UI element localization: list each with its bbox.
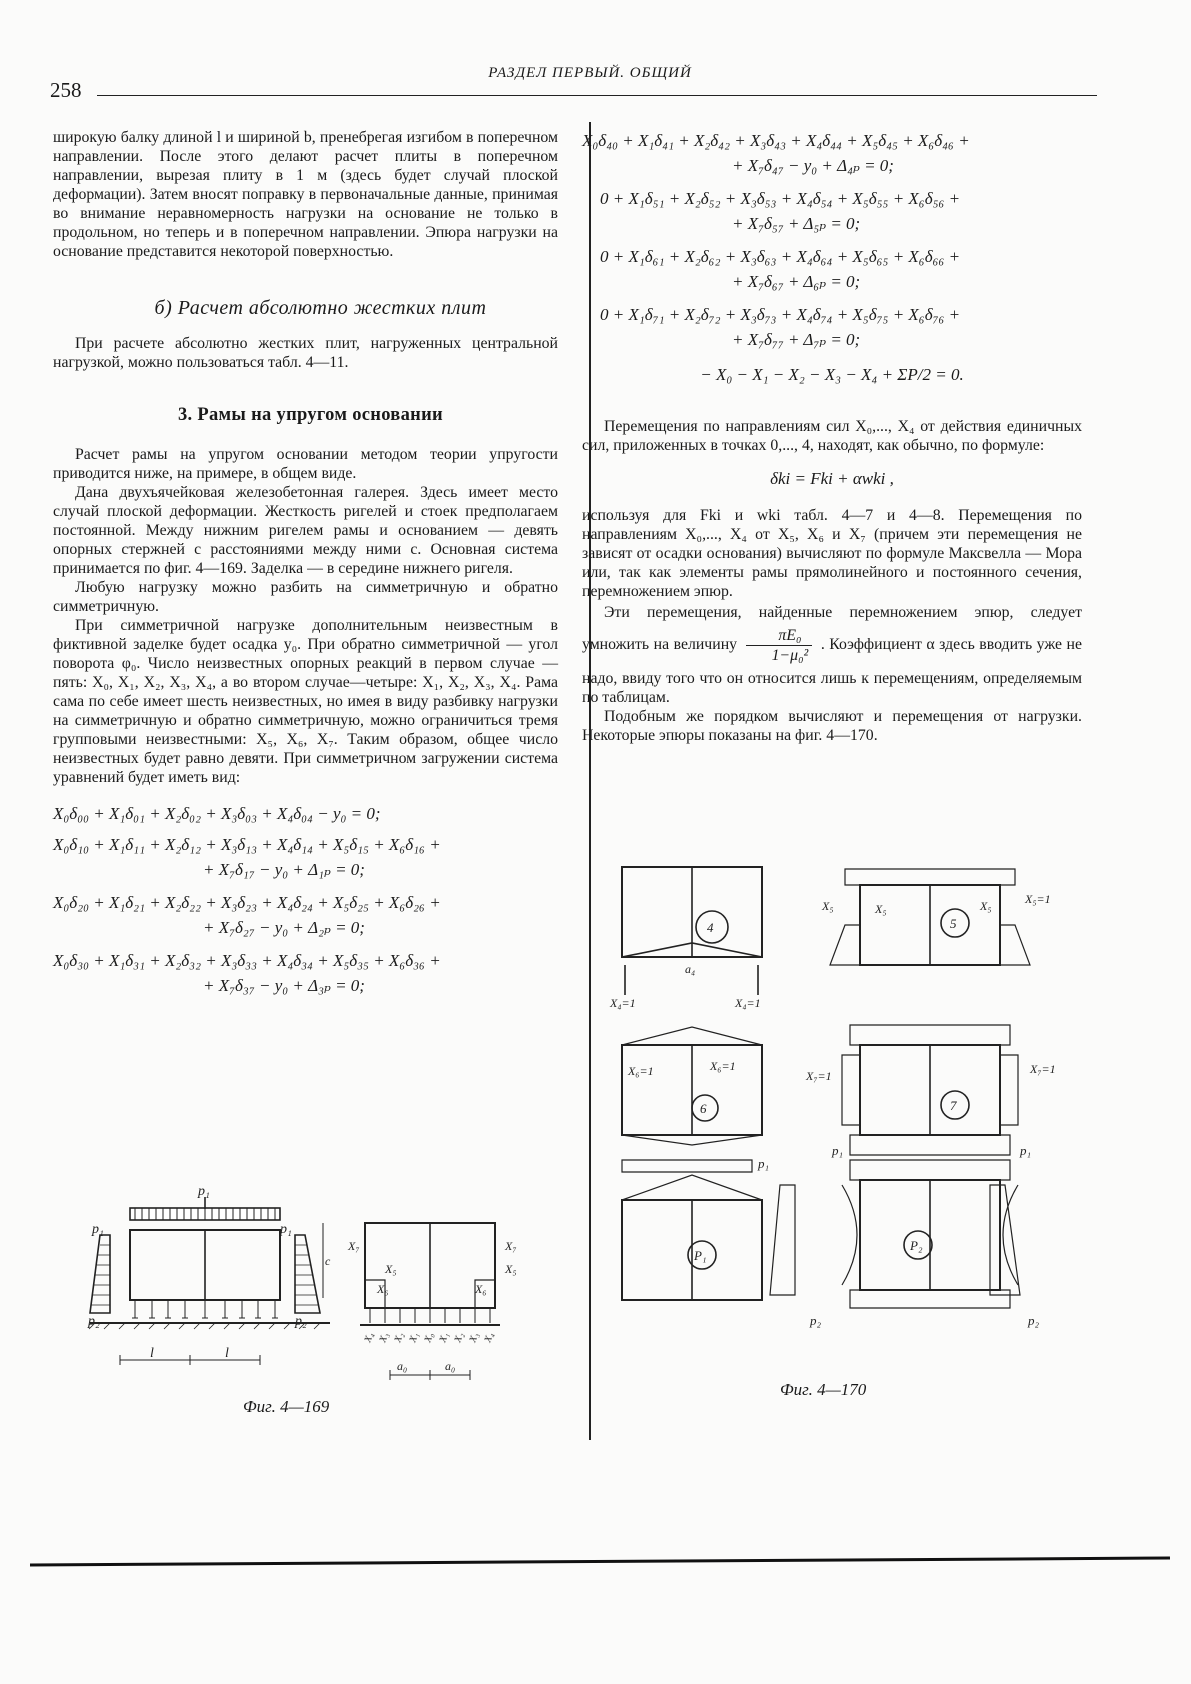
paragraph: Любую нагрузку можно разбить на симметричную и обратно симметричную.: [53, 579, 558, 615]
equation: + X₇δ₃₇ − y₀ + Δ₃ₚ = 0;: [203, 976, 365, 995]
label-x7: X₇: [505, 1239, 517, 1253]
label-x5: X₅: [822, 899, 834, 913]
support-force-label: X₁: [437, 1331, 452, 1345]
paragraph: Подобным же порядком вычисляют и перемещения от нагрузки. Некоторые эпюры показаны на фиг. 4—170.: [582, 708, 1082, 744]
label-x7: X₇: [348, 1239, 360, 1253]
diagram-5-right-moment: [1000, 925, 1030, 965]
label-x4: X₄=1: [610, 996, 636, 1010]
support-force-label: X₄: [482, 1331, 497, 1345]
circle-label: 5: [950, 916, 957, 931]
support-force-label: X₃: [377, 1331, 392, 1345]
running-title: РАЗДЕЛ ПЕРВЫЙ. ОБЩИЙ: [488, 65, 692, 81]
equation: X₀δ₁₀ + X₁δ₁₁ + X₂δ₁₂ + X₃δ₁₃ + X₄δ₁₄ + X₅δ₁₅ + X₆δ₁₆ +: [53, 835, 441, 854]
label-p2-left: p₂: [88, 1314, 100, 1329]
equation: + X₇δ₄₇ − y₀ + Δ₄ₚ = 0;: [732, 156, 894, 175]
section-heading: 3. Рамы на упругом основании: [177, 405, 444, 425]
diagram-p2-bottom-moment: [850, 1290, 1010, 1308]
label-p1-top: p₁: [198, 1184, 210, 1199]
diagram-p1-load: [622, 1160, 752, 1172]
diagram-p1-moment: [622, 1175, 762, 1200]
label-x6: X₆: [377, 1282, 389, 1296]
label-x5: X₅: [505, 1262, 517, 1276]
right-column: [582, 128, 1082, 745]
equation: + X₇δ₆₇ + Δ₆ₚ = 0;: [732, 272, 861, 291]
paragraph: [582, 603, 1082, 707]
equation: − X₀ − X₁ − X₂ − X₃ − X₄ + ΣP/2 = 0.: [700, 365, 964, 384]
diagram-6-top-moment: [622, 1027, 762, 1045]
figure-caption: Фиг. 4—170: [780, 1380, 867, 1399]
label-x6: X₆: [475, 1282, 487, 1296]
support-force-labels: [362, 1331, 496, 1345]
circle-label: 4: [707, 920, 714, 935]
side-pressure-left: [90, 1235, 110, 1313]
diagram-p2-pressure: [770, 1185, 1020, 1295]
label-p1: p₁: [1020, 1143, 1032, 1158]
label-l: l: [150, 1346, 154, 1361]
equation: + X₇δ₁₇ − y₀ + Δ₁ₚ = 0;: [203, 860, 365, 879]
support-force-label: X₁: [407, 1331, 422, 1345]
label-p1: p₁: [758, 1156, 770, 1171]
diagram-7-bottom-moment: [850, 1135, 1010, 1155]
label-x7-1: X₇=1: [806, 1069, 832, 1083]
circle-label: 6: [700, 1101, 707, 1116]
label-x5: X₅: [385, 1262, 397, 1276]
label-c: c: [325, 1254, 331, 1268]
diagram-7-top-moment: [850, 1025, 1010, 1045]
equation: + X₇δ₂₇ − y₀ + Δ₂ₚ = 0;: [203, 918, 365, 937]
label-x7-1: X₇=1: [1030, 1062, 1056, 1076]
label-a0: a₀: [397, 1359, 408, 1373]
fraction-numerator: πE₀: [746, 626, 813, 646]
label-x5: X₅: [980, 899, 992, 913]
equation: X₀δ₂₀ + X₁δ₂₁ + X₂δ₂₂ + X₃δ₂₃ + X₄δ₂₄ + X₅δ₂₅ + X₆δ₂₆ +: [53, 893, 441, 912]
label-x6-1: X₆=1: [710, 1059, 736, 1073]
paragraph: широкую балку длиной l и шириной b, пренебрегая изгибом в поперечном направлении. После этого делают расчет плиты в поперечном направлении, вырезая плиту в 1 м (здесь будет случай плоской деформации). Затем вносят поправку в первоначальные данные, принимая во внимание неравномерность нагрузки на основание не только в продольном, но теперь и в поперечном направлении. Эпюра нагрузки на основание представится некоторой поверхностью.: [53, 129, 558, 260]
support-force-label: X₄: [362, 1331, 377, 1345]
page-number: 258: [50, 78, 82, 102]
dimension-l: [120, 1355, 260, 1365]
paragraph: Перемещения по направлениям сил X₀,..., X₄ от действия единичных сил, приложенных в точках 0,..., 4, находят, как обычно, по формуле:: [582, 418, 1082, 454]
diagram-5-top-moment: [845, 869, 1015, 885]
label-p1-left: p₁: [92, 1222, 104, 1237]
equation: 0 + X₁δ₅₁ + X₂δ₅₂ + X₃δ₅₃ + X₄δ₅₄ + X₅δ₅₅ + X₆δ₅₆ +: [600, 189, 961, 208]
support-rods: [132, 1300, 278, 1318]
diagram-6-bottom-moment: [622, 1135, 762, 1145]
basic-system-supports: [370, 1308, 490, 1323]
circle-label: 7: [950, 1098, 957, 1113]
label-x5: X₅: [875, 902, 887, 916]
paragraph: При расчете абсолютно жестких плит, нагруженных центральной нагрузкой, можно пользоваться табл. 4—11.: [53, 335, 558, 371]
equation: + X₇δ₅₇ + Δ₅ₚ = 0;: [732, 214, 861, 233]
label-x5-1: X₅=1: [1025, 892, 1051, 906]
equation: X₀δ₀₀ + X₁δ₀₁ + X₂δ₀₂ + X₃δ₀₃ + X₄δ₀₄ − y₀ = 0;: [53, 804, 381, 823]
figure-4-169: [80, 1175, 570, 1375]
fraction-denominator: 1−μ₀²: [771, 647, 809, 664]
equation: X₀δ₄₀ + X₁δ₄₁ + X₂δ₄₂ + X₃δ₄₃ + X₄δ₄₄ + X₅δ₄₅ + X₆δ₄₆ +: [582, 131, 970, 150]
label-p2-right: p₂: [295, 1314, 307, 1329]
label-a4: a₄: [685, 962, 696, 976]
label-x6-1: X₆=1: [628, 1064, 654, 1078]
paragraph-part: . Коэффициент α здесь вводить уже не надо, ввиду того что он относится лишь к перемещениям, определяемым по таблицам.: [582, 636, 1083, 706]
support-force-label: X₀: [422, 1331, 437, 1345]
fraction: [746, 626, 813, 665]
header-rule: [97, 95, 1097, 96]
equation: X₀δ₃₀ + X₁δ₃₁ + X₂δ₃₂ + X₃δ₃₃ + X₄δ₃₄ + X₅δ₃₅ + X₆δ₃₆ +: [53, 951, 441, 970]
label-p1: p₁: [832, 1143, 844, 1158]
diagram-p2-top-moment: [850, 1160, 1010, 1180]
equation: 0 + X₁δ₇₁ + X₂δ₇₂ + X₃δ₇₃ + X₄δ₇₄ + X₅δ₇₅ + X₆δ₇₆ +: [600, 305, 961, 324]
label-p2: p₂: [810, 1313, 822, 1328]
equation: 0 + X₁δ₆₁ + X₂δ₆₂ + X₃δ₆₃ + X₄δ₆₄ + X₅δ₆₅ + X₆δ₆₆ +: [600, 247, 961, 266]
footer-rule: [30, 1557, 1170, 1567]
support-force-label: X₂: [392, 1331, 407, 1345]
label-p2: p₂: [1028, 1313, 1040, 1328]
support-force-label: X₂: [452, 1331, 467, 1345]
circle-label: P₁: [694, 1248, 707, 1263]
label-p1-right: p₁: [280, 1222, 292, 1237]
paragraph-part: Эти перемещения, найденные перемножением эпюр, следует умножить на величину: [582, 604, 1082, 654]
label-x4: X₄=1: [735, 996, 761, 1010]
equation: + X₇δ₇₇ + Δ₇ₚ = 0;: [732, 330, 861, 349]
figure-caption: Фиг. 4—169: [243, 1397, 330, 1416]
paragraph: Расчет рамы на упругом основании методом теории упругости приводится ниже, на примере, в общем виде.: [53, 446, 558, 482]
support-force-label: X₃: [467, 1331, 482, 1345]
formula: δki = Fki + αwki ,: [770, 469, 894, 488]
load-hatch: [135, 1208, 275, 1220]
subsection-heading: б) Расчет абсолютно жестких плит: [154, 297, 487, 319]
paragraph: Дана двухъячейковая железобетонная галерея. Здесь имеет место случай плоской деформации. Жесткость ригелей и стоек предполагаем постоянной. Между нижним ригелем рамы и основанием — девять опорных стержней с расстояниями между ними c. Основная система принимается по фиг. 4—169. Заделка — в середине нижнего ригеля.: [53, 484, 558, 577]
circle-label: P₂: [910, 1238, 923, 1253]
label-a0: a₀: [445, 1359, 456, 1373]
paragraph: При симметричной нагрузке дополнительным неизвестным в фиктивной заделке будет осадка y₀. При обратно симметричной — угол поворота φ₀. Число неизвестных опорных реакций в первом случае — пять: X₀, X₁, X₂, X₃, X₄, а во втором случае—четыре: X₁, X₂, X₃, X₄. Рама сама по себе имеет шесть неизвестных, но имея в виду разбивку нагрузки на симметричную и обратно симметричную, можно ограничиться тремя групповыми неизвестными: X₅, X₆, X₇. Таким образом, общее число неизвестных будет равно девяти. При симметричном загружении система уравнений будет иметь вид:: [53, 617, 558, 786]
side-pressure-right: [295, 1235, 320, 1313]
left-column: [53, 128, 558, 998]
paragraph: используя для Fki и wki табл. 4—7 и 4—8. Перемещения по направлениям X₀,..., X₄ от X₅, X₆ и X₇ (причем эти перемещения не зависят от осадки основания) вычисляют по формуле Максвелла — Мора или, так как элементы рамы прямолинейного и постоянного сечения, перемножением эпюр.: [582, 507, 1082, 600]
label-l: l: [225, 1346, 229, 1361]
figure-4-170: [610, 855, 1090, 1395]
diagram-5-left-moment: [830, 925, 860, 965]
